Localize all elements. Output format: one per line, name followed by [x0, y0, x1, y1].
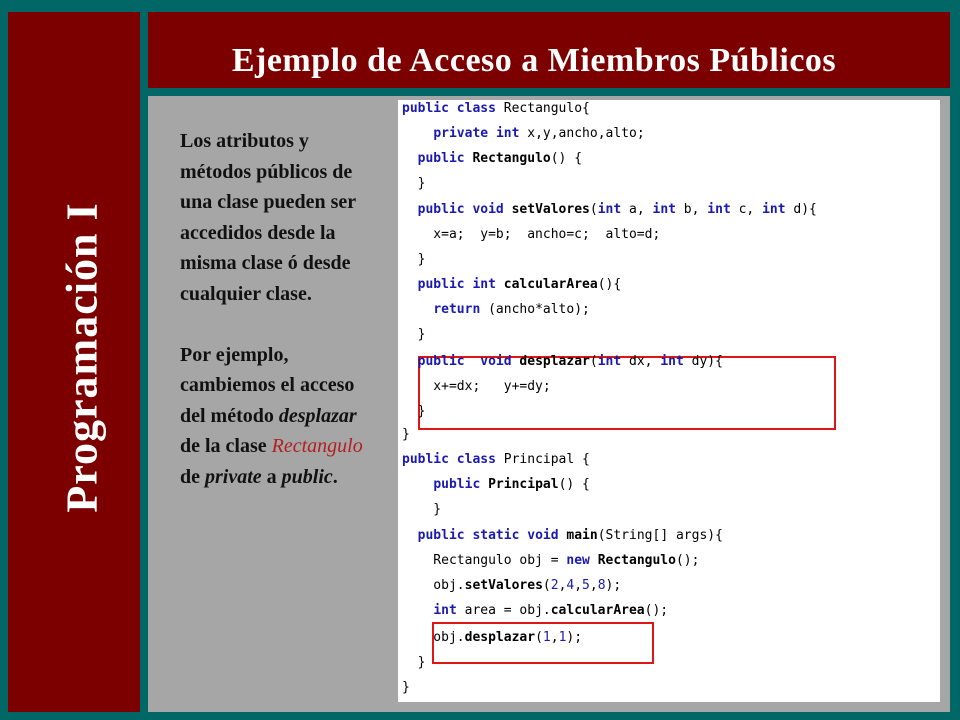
from-modifier: private — [205, 465, 262, 488]
code-line: } — [402, 427, 410, 442]
code-line: } — [402, 655, 426, 670]
p2-intro: Por ejemplo, cambiemos el acceso del método — [180, 343, 355, 427]
code-line: } — [402, 680, 410, 695]
code-line: obj.desplazar(1,1); — [402, 630, 583, 645]
paragraph-2 — [180, 340, 380, 493]
method-name: desplazar — [278, 404, 357, 427]
to-modifier: public — [281, 465, 333, 488]
explanation-text — [180, 126, 380, 493]
code-line: return (ancho*alto); — [433, 302, 590, 317]
code-line: obj.setValores(2,4,5,8); — [402, 578, 622, 593]
code-line: int area = obj.calcularArea(); — [433, 603, 669, 618]
code-line: public void desplazar(int dx, int dy){ — [417, 354, 723, 369]
code-line: } — [402, 176, 426, 191]
paragraph-1: Los atributos y métodos públicos de una clase pueden ser accedidos desde la misma clase ó desde cualquier clase. — [180, 130, 356, 305]
code-line: public int calcularArea(){ — [417, 277, 622, 292]
p2-text-1: de la clase — [180, 435, 267, 458]
code-line: public static void main(String[] args){ — [417, 528, 723, 543]
course-title: Programación I — [57, 202, 107, 513]
code-line: public Principal() { — [433, 477, 590, 492]
sidebar — [8, 12, 140, 712]
content-area — [148, 96, 950, 712]
code-line: Rectangulo obj = new Rectangulo(); — [402, 553, 700, 568]
code-line: public class Principal { — [402, 452, 590, 467]
slide-title: Ejemplo de Acceso a Miembros Públicos — [231, 42, 837, 79]
p2-text-3: a — [266, 465, 277, 488]
code-line: x+=dx; y+=dy; — [402, 379, 551, 394]
code-panel — [398, 100, 940, 702]
p2-text-2: de — [180, 465, 200, 488]
code-line: public Rectangulo() { — [417, 151, 583, 166]
class-name: Rectangulo — [271, 435, 363, 458]
code-line: public void setValores(int a, int b, int c, int d){ — [417, 202, 817, 217]
code-line: public class Rectangulo{ — [402, 101, 590, 116]
code-line: } — [402, 404, 426, 419]
code-line: x=a; y=b; ancho=c; alto=d; — [402, 227, 661, 242]
code-line: private int x,y,ancho,alto; — [433, 126, 645, 141]
header — [148, 12, 950, 88]
sidebar-title-wrap — [57, 202, 108, 513]
code-line: } — [402, 502, 442, 517]
p2-end: . — [332, 465, 338, 488]
code-line: } — [402, 252, 426, 267]
code-line: } — [402, 327, 426, 342]
